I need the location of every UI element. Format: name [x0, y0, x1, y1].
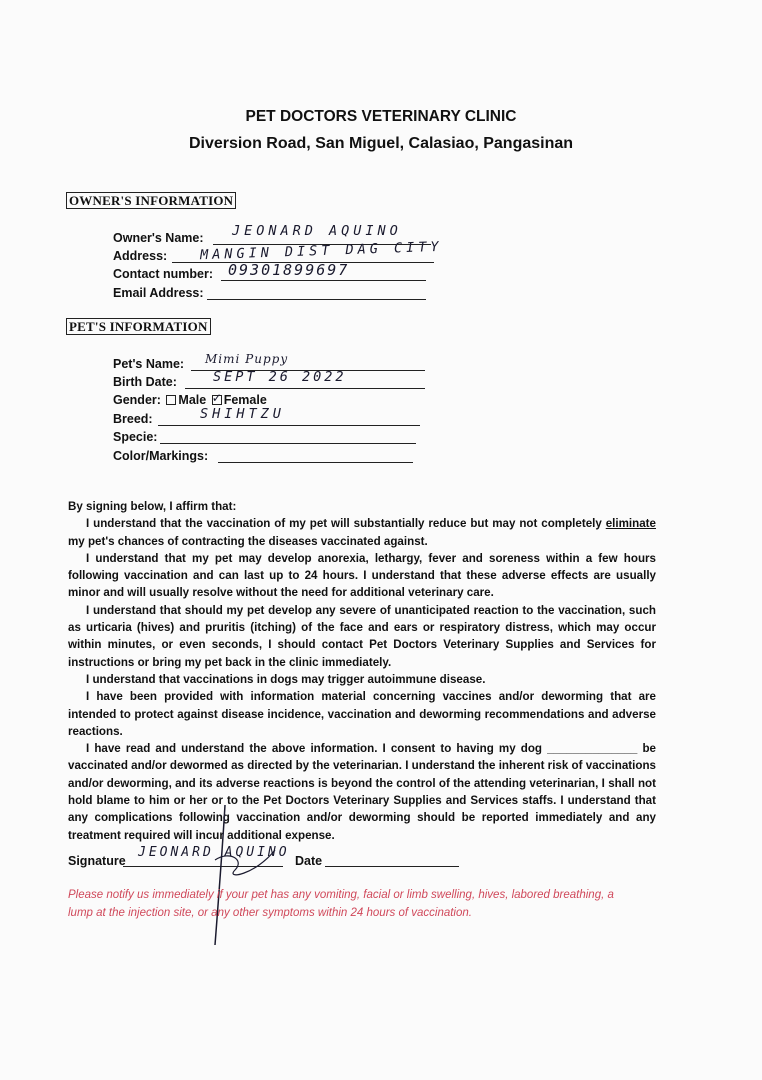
breed-label: Breed: — [113, 412, 153, 426]
birth-date-line — [185, 388, 425, 389]
breed-line — [158, 425, 420, 426]
pet-section-heading: PET'S INFORMATION — [66, 318, 211, 335]
female-option-label: Female — [223, 393, 267, 407]
pet-name-label: Pet's Name: — [113, 357, 185, 371]
email-line — [207, 299, 426, 300]
female-checkbox[interactable] — [211, 390, 222, 405]
date-line — [325, 866, 459, 867]
owner-name-field[interactable]: JEONARD AQUINO — [232, 223, 402, 239]
consent-paragraph-3: I understand that should my pet develop any severe of unanticipated reaction to the vaccination, such as urticaria (hives) and pruritis (itching) of the face and ears or respiratory distress, which may occur within minutes, or even seconds, I should contact Pet Doctors Veterinary Supplies and Services for instructions or bring my pet back in the clinic immediately. — [68, 603, 656, 669]
vaccination-notice: Please notify us immediately if your pet has any vomiting, facial or limb swelling, hives, labored breathing, a lump at the injection site, or any other symptoms within 24 hours of vaccination. — [68, 889, 614, 919]
email-label: Email Address: — [113, 286, 204, 300]
consent-paragraph-4: I understand that vaccinations in dogs may trigger autoimmune disease. — [86, 672, 486, 686]
contact-field[interactable]: 09301899697 — [228, 261, 350, 279]
birth-date-field[interactable]: SEPT 26 2022 — [213, 369, 347, 385]
consent-paragraph-5: I have been provided with information material concerning vaccines and/or deworming that are intended to protect against disease incidence, vaccination and deworming recommendations and adverse reactions. — [68, 690, 656, 738]
address-field[interactable]: MANGIN DIST DAG CITY — [199, 238, 443, 264]
color-markings-line — [218, 462, 413, 463]
check-mark-icon: ✓ — [211, 390, 222, 405]
date-label: Date — [295, 854, 323, 868]
contact-label: Contact number: — [113, 267, 213, 281]
dog-name-blank[interactable]: ______________ — [547, 742, 638, 756]
clinic-name: PET DOCTORS VETERINARY CLINIC — [245, 108, 517, 125]
consent-p1-text-a: I understand that the vaccination of my pet will substantially reduce but may not completely — [86, 517, 606, 531]
pet-name-field[interactable]: Mimi Puppy — [205, 352, 289, 366]
consent-paragraph-6 — [68, 740, 656, 844]
consent-intro: By signing below, I affirm that: — [68, 500, 237, 513]
gender-row — [113, 390, 267, 407]
address-label: Address: — [113, 249, 168, 263]
breed-field[interactable]: SHIHTZU — [200, 406, 285, 422]
male-option-label: Male — [178, 393, 207, 407]
clinic-address: Diversion Road, San Miguel, Calasiao, Pangasinan — [188, 135, 574, 152]
consent-p6-text-b: be vaccinated and/or dewormed as directed by the veterinarian. I understand the inherent risk of vaccinations and/or deworming, and its adverse reactions is beyond the control of the attending veterinarian, I shall not hold blame to him or her or to the Pet Doctors Veterinary Supplies and Services staffs. I understand that any complications following vaccination and/or deworming should be reported immediately and any treatment required will incur additional expense. — [68, 742, 656, 842]
consent-p6-text-a: I have read and understand the above information. I consent to having my dog — [86, 742, 548, 756]
specie-label: Specie: — [113, 430, 158, 444]
owner-name-label: Owner's Name: — [113, 231, 204, 245]
consent-paragraph-1 — [68, 515, 656, 550]
contact-line — [221, 280, 426, 281]
gender-label: Gender: — [113, 393, 161, 407]
consent-text — [68, 498, 656, 844]
signature-field[interactable]: JEONARD AQUINO — [138, 845, 290, 860]
signature-scribble — [195, 800, 305, 950]
owner-section-heading: OWNER'S INFORMATION — [66, 192, 236, 209]
color-markings-label: Color/Markings: — [113, 449, 209, 463]
consent-paragraph-2: I understand that my pet may develop anorexia, lethargy, fever and soreness within a few hours following vaccination and can last up to 24 hours. I understand that these adverse effects are usually minor and will usually resolve without the need for additional veterinary care. — [68, 551, 656, 600]
consent-p1-text-b: my pet's chances of contracting the diseases vaccinated against. — [68, 534, 428, 548]
birth-date-label: Birth Date: — [113, 375, 177, 389]
male-checkbox[interactable] — [166, 395, 176, 405]
signature-label: Signature — [68, 854, 126, 868]
specie-line — [160, 443, 416, 444]
consent-p1-underlined: eliminate — [605, 517, 656, 531]
